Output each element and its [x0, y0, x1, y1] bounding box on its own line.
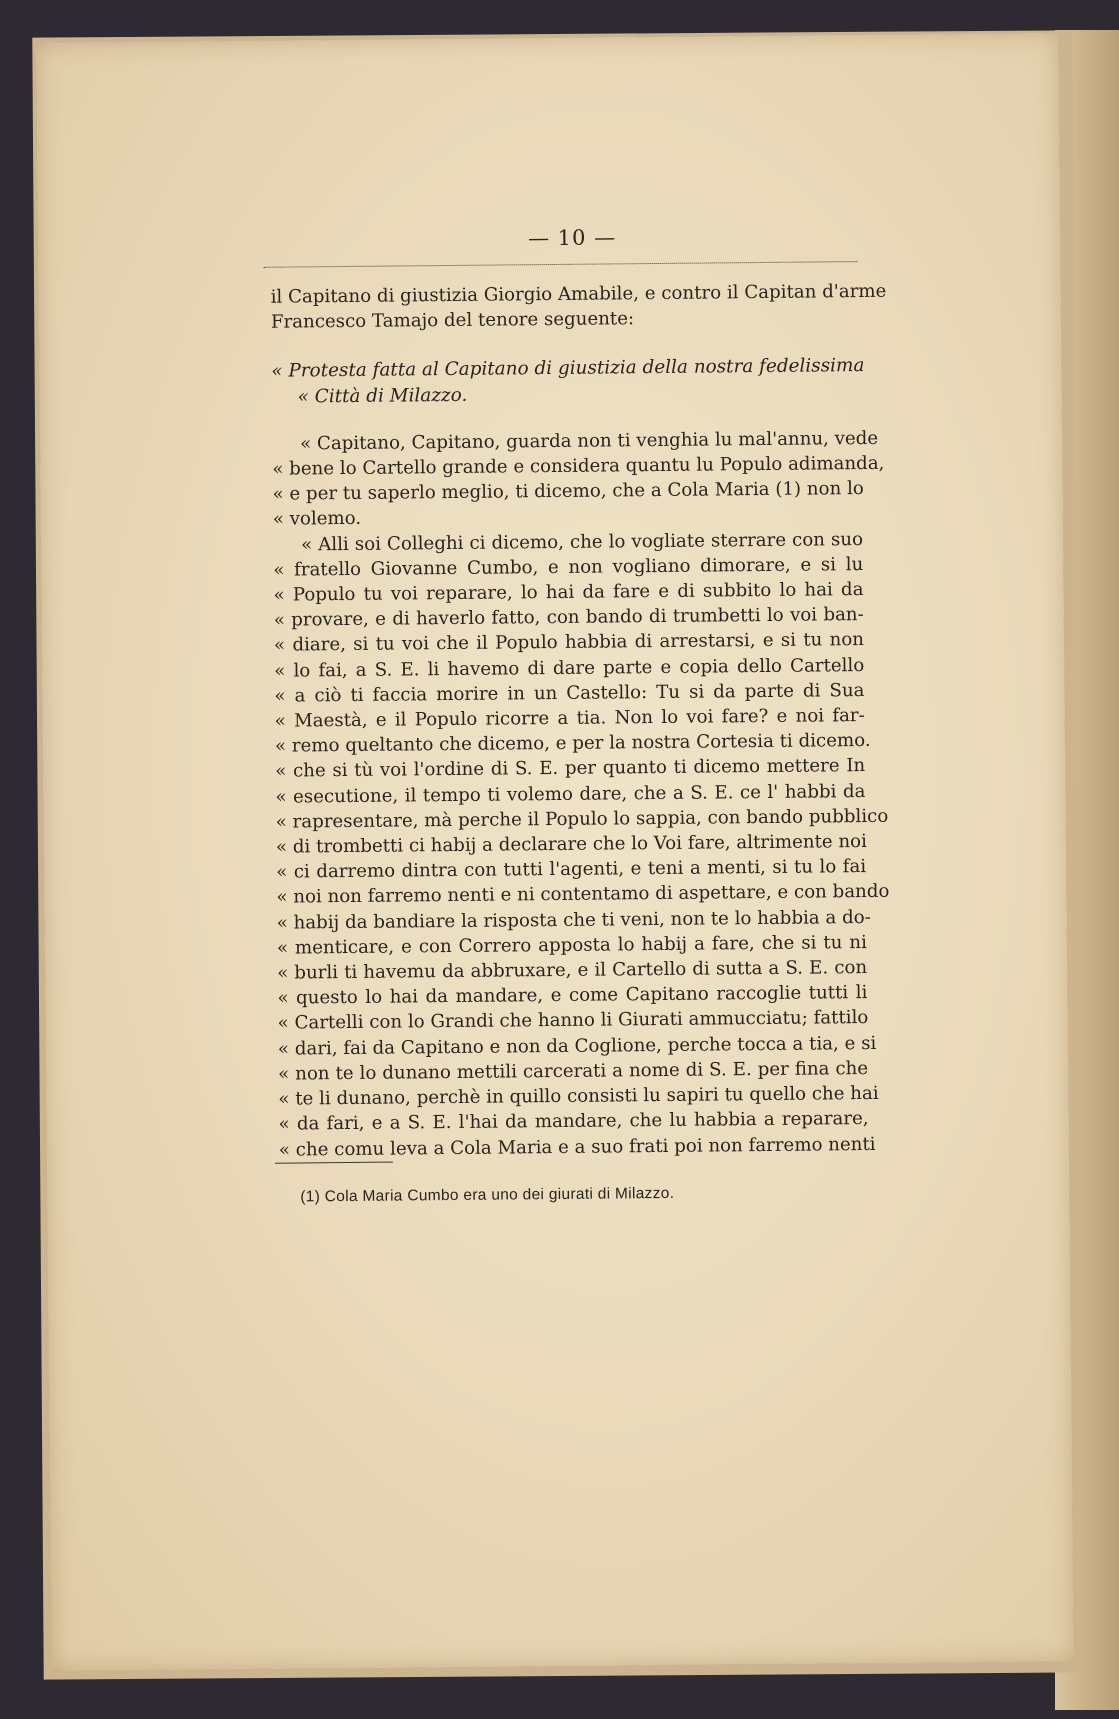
text-line: « questo lo hai da mandare, e come Capitano raccoglie tutti li — [277, 982, 868, 1009]
intro-line: il Capitano di giustizia Giorgio Amabile, e contro il Capitan d'arme — [270, 280, 887, 308]
text-line: « menticare, e con Correro apposta lo habij a fare, che si tu ni — [276, 931, 867, 959]
text-line: « a ciò ti faccia morire in un Castello: Tu si da parte di Sua — [274, 679, 865, 707]
text-line: « volemo. — [272, 508, 362, 531]
protest-text — [272, 426, 890, 1163]
text-line: « lo fai, a S. E. li havemo di dare parte e copia dello Cartello — [274, 654, 865, 682]
text-line: « provare, e di haverlo fatto, con bando di trumbetti lo voi ban- — [273, 604, 864, 631]
text-line: « te li dunano, perchè in quillo consisti lu sapiri tu quello che hai — [278, 1082, 879, 1110]
text-line: « ci darremo dintra con tutti l'agenti, e teni a menti, si tu lo fai — [276, 856, 867, 883]
text-line: « remo queltanto che dicemo, e per la nostra Cortesia ti dicemo. — [274, 730, 871, 757]
text-line: « di trombetti ci habij a declarare che lo Voi fare, altrimente noi — [275, 831, 867, 858]
text-line: « e per tu saperlo meglio, ti dicemo, che a Cola Maria (1) non lo — [272, 478, 864, 505]
text-line: « habij da bandiare la risposta che ti veni, non te lo habbia a do- — [276, 906, 871, 934]
footnote: (1) Cola Maria Cumbo era uno dei giurati di Milazzo. — [300, 1184, 675, 1206]
text-line: « bene lo Cartello grande e considera quantu lu Populo adimanda, — [272, 452, 885, 480]
text-line: « burli ti havemu da abbruxare, e il Cartello di sutta a S. E. con — [277, 957, 868, 984]
text-line: « Alli soi Colleghi ci dicemo, che lo vogliate sterrare con suo — [300, 528, 864, 556]
heading-line: « Città di Milazzo. — [297, 384, 468, 408]
text-line: « Maestà, e il Populo ricorre a tia. Non lo voi fare? e noi far- — [274, 705, 865, 732]
text-line: « Capitano, Capitano, guarda non ti venghia lu mal'annu, vede — [299, 427, 879, 455]
text-line: « Populo tu voi reparare, lo hai da fare e di subbito lo hai da — [273, 579, 864, 606]
heading-line: « Protesta fatta al Capitano di giustizia della nostra fedelissima — [271, 355, 865, 383]
text-line: « fratello Giovanne Cumbo, e non vogliano dimorare, e si lu — [273, 553, 864, 581]
page-number: — 10 — — [527, 225, 617, 251]
text-line: « esecutione, il tempo ti volemo dare, che a S. E. ce l' habbi da — [275, 780, 866, 808]
text-line: « che si tù voi l'ordine di S. E. per quanto ti dicemo mettere In — [275, 755, 866, 783]
text-line: « diare, si tu voi che il Populo habbia di arrestarsi, e si tu non — [273, 629, 865, 657]
text-line: « Cartelli con lo Grandi che hanno li Giurati ammucciatu; fattilo — [277, 1007, 869, 1035]
header-rule — [263, 261, 857, 268]
footnote-rule — [275, 1162, 393, 1164]
protest-heading — [271, 353, 865, 409]
text-line: « dari, fai da Capitano e non da Coglione, perche tocca a tia, e si — [277, 1032, 877, 1060]
text-line: « da fari, e a S. E. l'hai da mandare, che lu habbia a reparare, — [278, 1108, 869, 1135]
intro-line: Francesco Tamajo del tenore seguente: — [270, 308, 635, 333]
intro-paragraph — [270, 279, 887, 335]
text-line: « che comu leva a Cola Maria e a suo frati poi non farremo nenti — [278, 1133, 876, 1161]
text-line: « rapresentare, mà perche il Populo lo sappia, con bando pubblico — [275, 805, 889, 833]
book-page — [36, 33, 1074, 1671]
text-line: « non te lo dunano mettili carcerati a nome di S. E. per fina che — [278, 1057, 869, 1085]
main-text — [270, 279, 890, 1162]
text-line: « noi non farremo nenti e ni contentamo di aspettare, e con bando — [276, 881, 890, 909]
